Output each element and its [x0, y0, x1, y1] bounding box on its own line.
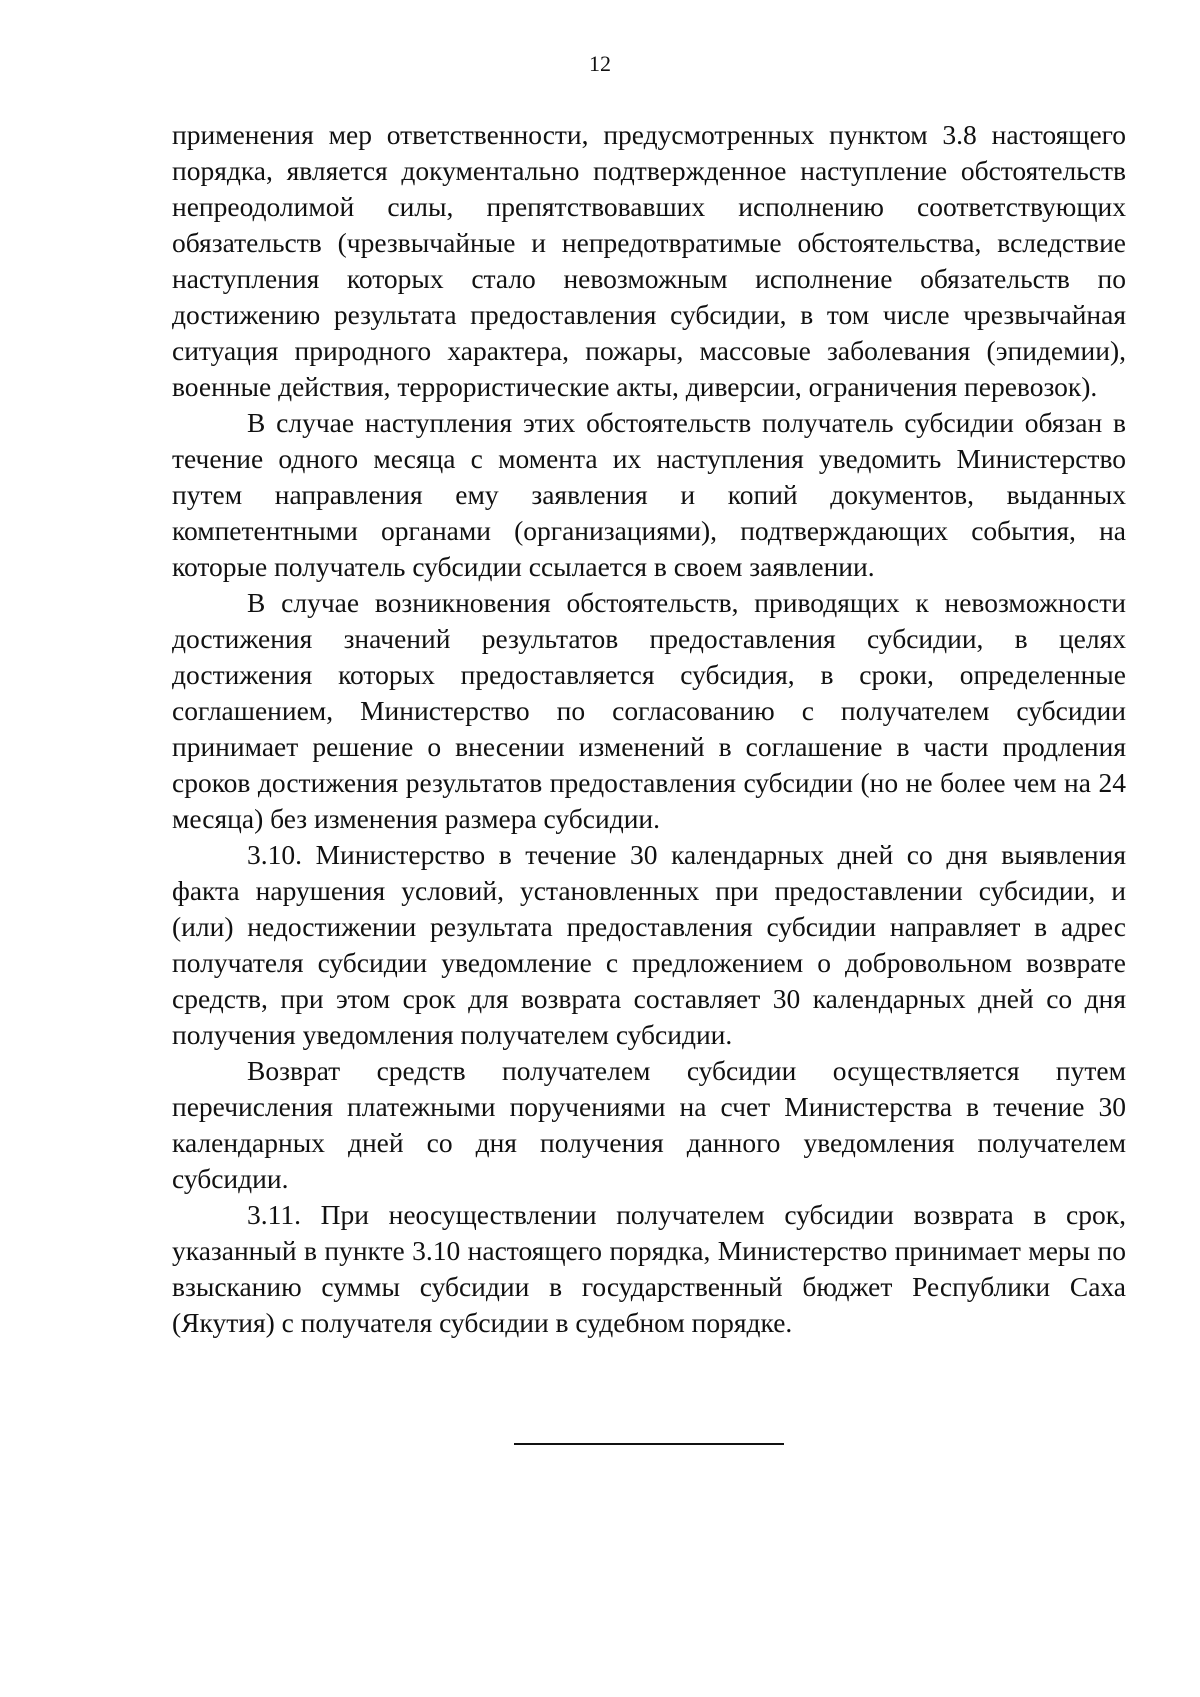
page-number: 12 [589, 51, 611, 76]
paragraph-clause-3-11: 3.11. При неосуществлении получателем субсидии возврата в срок, указанный в пункте 3.10 настоящего порядка, Министерство принимает меры по взысканию суммы субсидии в государственный бюджет Республики Саха (Якутия) с получателя субсидии в судебном порядке. [172, 1199, 1126, 1338]
document-body [172, 117, 1126, 1341]
end-of-document-rule [514, 1443, 784, 1445]
paragraph-continuation: применения мер ответственности, предусмотренных пунктом 3.8 настоящего порядка, является документально подтвержденное наступление обстоятельств непреодолимой силы, препятствовавших исполнению соответствующих обязательств (чрезвычайные и непредотвратимые обстоятельства, вследствие наступления которых стало невозможным исполнение обязательств по достижению результата предоставления субсидии, в том числе чрезвычайная ситуация природного характера, пожары, массовые заболевания (эпидемии), военные действия, террористические акты, диверсии, ограничения перевозок). [172, 119, 1126, 402]
paragraph-clause-3-10: 3.10. Министерство в течение 30 календарных дней со дня выявления факта нарушения условий, установленных при предоставлении субсидии, и (или) недостижении результата предоставления субсидии направляет в адрес получателя субсидии уведомление с предложением о добровольном возврате средств, при этом срок для возврата составляет 30 календарных дней со дня получения уведомления получателем субсидии. [172, 839, 1126, 1050]
paragraph-deadline-extension: В случае возникновения обстоятельств, приводящих к невозможности достижения значений результатов предоставления субсидии, в целях достижения которых предоставляется субсидия, в сроки, определенные соглашением, Министерство по согласованию с получателем субсидии принимает решение о внесении изменений в соглашение в части продления сроков достижения результатов предоставления субсидии (но не более чем на 24 месяца) без изменения размера субсидии. [172, 587, 1126, 834]
paragraph-force-majeure-notice: В случае наступления этих обстоятельств получатель субсидии обязан в течение одного месяца с момента их наступления уведомить Министерство путем направления ему заявления и копий документов, выданных компетентными органами (организациями), подтверждающих события, на которые получатель субсидии ссылается в своем заявлении. [172, 407, 1126, 582]
paragraph-refund-procedure: Возврат средств получателем субсидии осуществляется путем перечисления платежными поручениями на счет Министерства в течение 30 календарных дней со дня получения данного уведомления получателем субсидии. [172, 1055, 1126, 1194]
